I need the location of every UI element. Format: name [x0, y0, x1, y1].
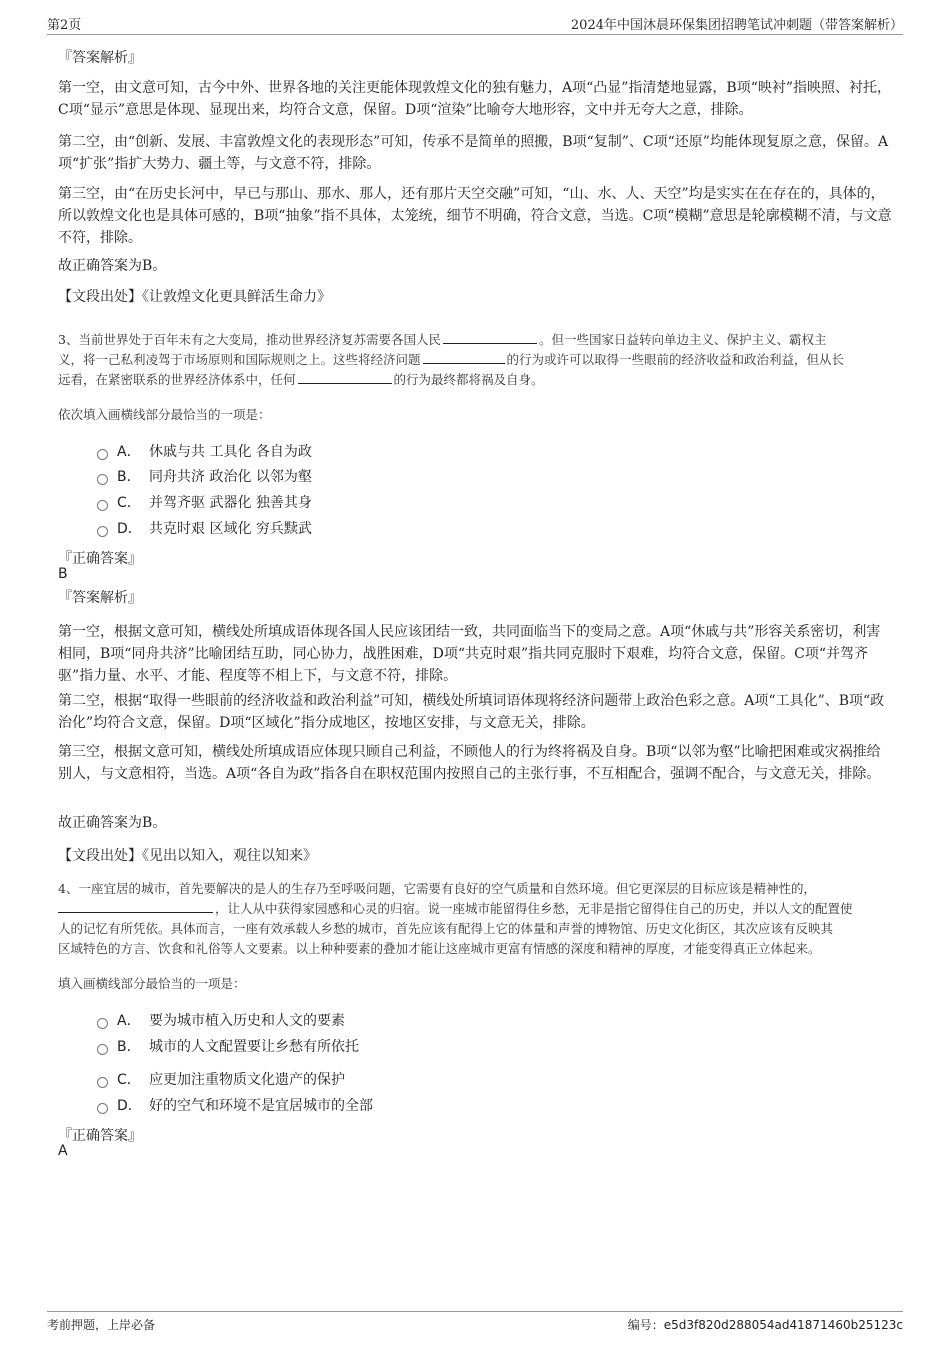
fill-blank: [58, 900, 213, 913]
page-footer: [47, 1311, 903, 1333]
analysis-conclusion: 故正确答案为B。: [58, 815, 167, 831]
option-d[interactable]: D． 好的空气和环境不是宜居城市的全部: [97, 1094, 373, 1116]
option-c[interactable]: C． 并驾齐驱 武器化 独善其身: [97, 491, 312, 513]
option-d[interactable]: D． 共克时艰 区域化 穷兵黩武: [97, 517, 312, 539]
fill-blank-1: [443, 331, 537, 344]
question-4-text: 4、一座宜居的城市，首先要解决的是人的生存乃至呼吸问题，它需要有良好的空气质量和自然环境。但它更深层的目标应该是精神性的， ，让人从中获得家园感和心灵的归宿。说一座城市能留得住乡愁，无非是指它留得住自己的历史，并以人文的配置使 人的记忆有所凭依。具体而言，一座有效承载人乡愁的城市，首先应该有配得上它的体量和声誉的博物馆、历史文化街区，其次应该有反映其 区域特色的方言、饮食和礼俗等人文要素。以上种种要素的叠加才能让这座城市更富有情感的深度和精神的厚度，才能变得真正立体起来。: [58, 881, 853, 956]
fill-blank-3: [298, 371, 392, 384]
correct-answer-label: 『正确答案』: [58, 1128, 142, 1144]
radio-icon[interactable]: [97, 474, 108, 485]
document-id: 编号：e5d3f820d288054ad41871460b25123c: [627, 1318, 903, 1332]
footer-slogan: 考前押题，上岸必备: [47, 1318, 156, 1332]
passage-source: 【文段出处】《见出以知入，观往以知来》: [58, 848, 317, 864]
option-b[interactable]: B． 城市的人文配置要让乡愁有所依托: [97, 1035, 359, 1057]
correct-answer-value: A: [58, 1143, 68, 1159]
question-4-prompt: 填入画横线部分最恰当的一项是：: [58, 976, 246, 991]
option-a[interactable]: A． 要为城市植入历史和人文的要素: [97, 1009, 345, 1031]
analysis-paragraph-2: 第二空，根据“取得一些眼前的经济收益和政治利益”可知，横线处所填词语体现将经济问题带上政治色彩之意。A项“工具化”、B项“政治化”均符合文意，保留。D项“区域化”指分成地区，按地区安排，与文意无关，排除。: [58, 693, 885, 731]
question-3-prompt: 依次填入画横线部分最恰当的一项是：: [58, 407, 271, 422]
correct-answer-value: B: [58, 566, 68, 582]
radio-icon[interactable]: [97, 526, 108, 537]
radio-icon[interactable]: [97, 449, 108, 460]
radio-icon[interactable]: [97, 1044, 108, 1055]
question-3-text: 3、当前世界处于百年未有之大变局，推动世界经济复苏需要各国人民 。但一些国家日益转向单边主义、保护主义、霸权主 义，将一己私利凌驾于市场原则和国际规则之上。这些将经济问题 的行为或许可以取得一些眼前的经济收益和政治利益，但从长 远看，在紧密联系的世界经济体系中，任何 的行为最终都将祸及自身。: [58, 332, 845, 387]
radio-icon[interactable]: [97, 500, 108, 511]
option-c[interactable]: C． 应更加注重物质文化遗产的保护: [97, 1068, 345, 1090]
page-number: 第2页: [47, 18, 82, 33]
radio-icon[interactable]: [97, 1018, 108, 1029]
analysis-label: 『答案解析』: [58, 590, 142, 606]
analysis-label: 『答案解析』: [58, 50, 142, 66]
page-header: [47, 14, 903, 35]
analysis-paragraph-1: 第一空，根据文意可知，横线处所填成语体现各国人民应该团结一致，共同面临当下的变局之意。A项“休戚与共”形容关系密切，利害相同，B项“同舟共济”比喻团结互助，同心协力，战胜困难，D项“共克时艰”指共同克服时下艰难，均符合文意，保留。C项“并驾齐驱”指力量、水平、才能、程度等不相上下，与文意不符，排除。: [58, 624, 881, 684]
option-a[interactable]: A． 休戚与共 工具化 各自为政: [97, 440, 312, 462]
radio-icon[interactable]: [97, 1103, 108, 1114]
document-title: 2024年中国沐晨环保集团招聘笔试冲刺题（带答案解析）: [570, 18, 903, 33]
fill-blank-2: [423, 351, 505, 364]
correct-answer-label: 『正确答案』: [58, 551, 142, 567]
analysis-paragraph-3: 第三空，由“在历史长河中，早已与那山、那水、那人，还有那片天空交融”可知，“山、水、人、天空”均是实实在在存在的，具体的，所以敦煌文化也是具体可感的，B项“抽象”指不具体，太笼统，细节不明确，符合文意，当选。C项“模糊”意思是轮廓模糊不清，与文意不符，排除。: [58, 186, 892, 246]
option-b[interactable]: B． 同舟共济 政治化 以邻为壑: [97, 465, 312, 487]
passage-source: 【文段出处】《让敦煌文化更具鲜活生命力》: [58, 289, 331, 305]
analysis-paragraph-3: 第三空，根据文意可知，横线处所填成语应体现只顾自己利益，不顾他人的行为终将祸及自身。B项“以邻为壑”比喻把困难或灾祸推给别人，与文意相符，当选。A项“各自为政”指各自在职权范围内按照自己的主张行事，不互相配合，强调不配合，与文意无关，排除。: [58, 744, 881, 782]
analysis-paragraph-2: 第二空，由“创新、发展、丰富敦煌文化的表现形态”可知，传承不是简单的照搬，B项“复制”、C项“还原”均能体现复原之意，保留。A项“扩张”指扩大势力、疆土等，与文意不符，排除。: [58, 134, 889, 172]
radio-icon[interactable]: [97, 1077, 108, 1088]
analysis-paragraph-1: 第一空，由文意可知，古今中外、世界各地的关注更能体现敦煌文化的独有魅力，A项“凸显”指清楚地显露，B项“映衬”指映照、衬托，C项“显示”意思是体现、显现出来，均符合文意，保留。D项“渲染”比喻夸大地形容，文中并无夸大之意，排除。: [58, 80, 892, 118]
analysis-conclusion: 故正确答案为B。: [58, 258, 167, 274]
